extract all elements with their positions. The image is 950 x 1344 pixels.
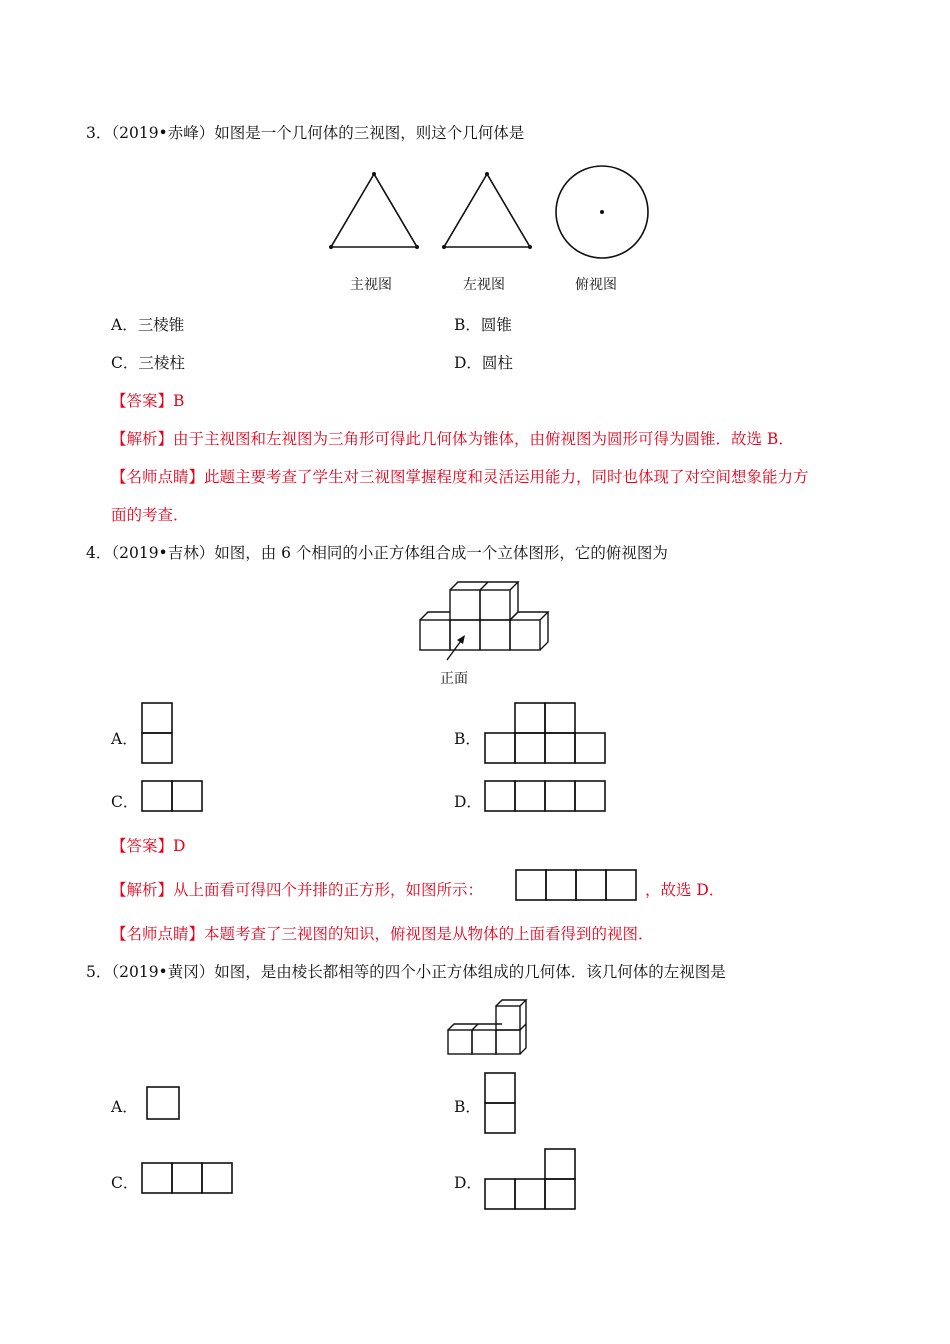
q5-option-a-figure[interactable] [146,1086,182,1122]
q4-option-a-figure[interactable] [141,702,175,766]
top-view-label: 俯视图 [575,277,617,293]
q5-stem: 5．（2019•黄冈）如图，是由棱长都相等的四个小正方体组成的几何体．该几何体的左视图是 [86,963,726,981]
q4-option-b[interactable]: B． [454,730,481,748]
q4-option-c[interactable]: C． [111,793,139,811]
q3-comment-line2: 面的考查． [111,506,189,524]
q3-analysis: 【解析】由于主视图和左视图为三角形可得此几何体为锥体，由俯视图为圆形可得为圆锥．故选 B． [111,430,794,448]
front-view-label: 主视图 [350,277,392,293]
q4-option-c-figure[interactable] [141,780,207,814]
q4-comment: 【名师点睛】本题考查了三视图的知识，俯视图是从物体的上面看得到的视图． [111,925,654,943]
q5-option-d-figure[interactable] [484,1148,580,1212]
q4-analysis-figure [515,869,641,903]
q4-stem: 4．（2019•吉林）如图，由 6 个相同的小正方体组合成一个立体图形，它的俯视图为 [86,544,668,562]
front-view-triangle [329,172,419,249]
top-view-circle [556,166,648,258]
q3-comment-line1: 【名师点睛】此题主要考查了学生对三视图掌握程度和灵活运用能力，同时也体现了对空间想象能力方 [111,468,809,486]
q3-option-d[interactable]: D．圆柱 [454,354,513,372]
q5-option-c-figure[interactable] [141,1162,237,1196]
q3-answer: 【答案】B [111,392,185,410]
q4-option-a[interactable]: A． [111,730,138,748]
left-view-triangle [442,172,532,249]
q4-front-label: 正面 [440,671,468,687]
q5-option-d[interactable]: D． [454,1174,482,1192]
left-view-label: 左视图 [463,277,505,293]
q4-analysis-tail: ，故选 D． [645,881,725,899]
q3-option-b[interactable]: B．圆锥 [454,316,512,334]
q4-option-d[interactable]: D． [454,793,482,811]
q5-option-a[interactable]: A． [111,1098,138,1116]
q3-option-c[interactable]: C．三棱柱 [111,354,185,372]
q4-answer: 【答案】D [111,837,186,855]
q5-cube-figure [445,998,535,1058]
q4-option-d-figure[interactable] [484,780,610,814]
q5-option-b[interactable]: B． [454,1098,481,1116]
q4-option-b-figure[interactable] [484,702,610,766]
q5-option-b-figure[interactable] [484,1072,520,1136]
q5-option-c[interactable]: C． [111,1174,139,1192]
q4-analysis-text: 【解析】从上面看可得四个并排的正方形，如图所示： [111,881,484,899]
q4-cube-figure [415,578,565,658]
q3-stem: 3．（2019•赤峰）如图是一个几何体的三视图，则这个几何体是 [86,124,525,142]
q3-option-a[interactable]: A．三棱锥 [111,316,185,334]
